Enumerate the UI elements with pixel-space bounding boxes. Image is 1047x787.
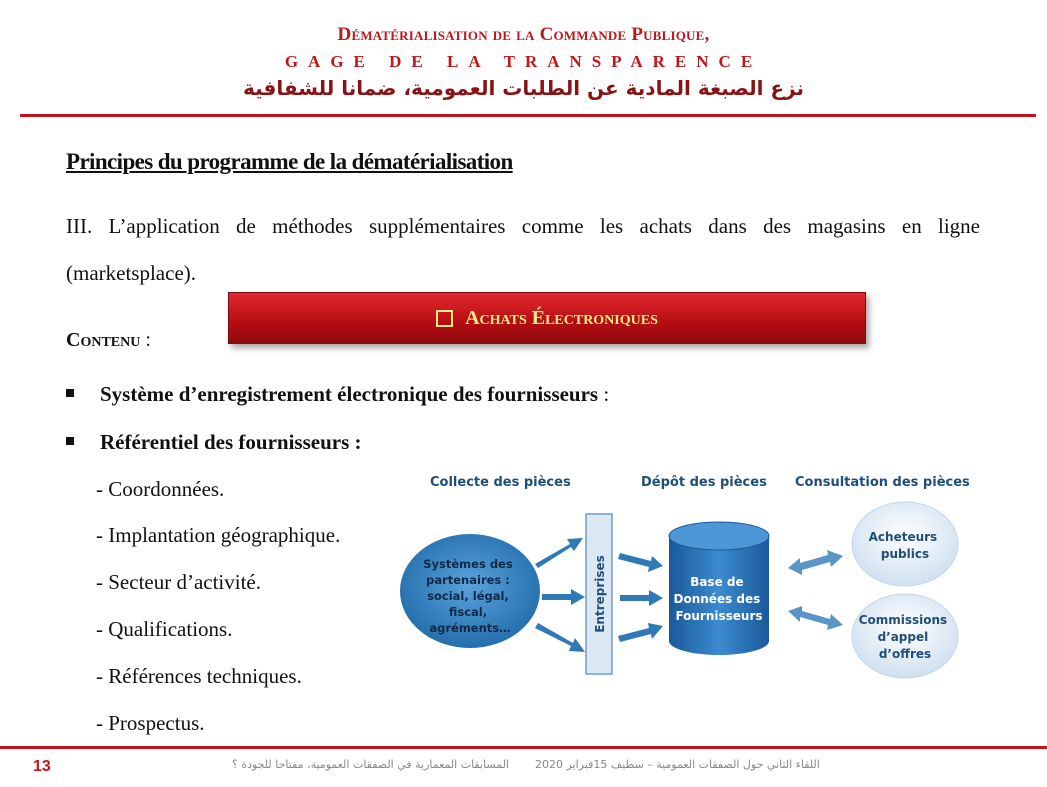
entreprises-label: Entreprises <box>593 555 607 633</box>
systemes-label: Systèmes des partenaires : social, légal, fiscal, agréments… <box>423 557 513 635</box>
arrow-group-depot <box>618 553 663 642</box>
commissions-label: Commissions d’appel d’offres <box>858 613 948 661</box>
double-arrow-icon <box>788 550 843 575</box>
label-depot: Dépôt des pièces <box>641 475 767 490</box>
achats-banner <box>228 292 866 344</box>
contenu-text: Contenu <box>66 329 141 351</box>
footer-divider <box>0 746 1047 749</box>
bullet-label: Référentiel des fournisseurs : <box>100 430 362 454</box>
arrow-group-consultation <box>788 550 843 630</box>
acheteurs-label: Acheteurs publics <box>868 530 938 561</box>
intro-paragraph: III. L’application de méthodes supplémentaires comme les achats dans des magasins en ligne (marketsplace). <box>66 214 980 285</box>
double-arrow-icon <box>788 606 843 630</box>
contenu-colon: : <box>140 329 151 351</box>
header-subtitle: GAGE DE LA TRANSPARENCE <box>284 52 763 71</box>
bullet-label: Système d’enregistrement électronique des fournisseurs <box>100 382 599 406</box>
checkbox-icon <box>436 310 453 327</box>
label-collecte: Collecte des pièces <box>430 475 571 490</box>
header-arabic-title: نزع الصبغة المادية عن الطلبات العمومية، ضمانا للشفافية <box>242 76 805 100</box>
label-consultation: Consultation des pièces <box>795 475 970 490</box>
arrow-icon <box>618 553 663 572</box>
arrow-icon <box>618 623 663 642</box>
arrow-icon <box>620 590 663 606</box>
bullet-item-referentiel <box>66 430 362 455</box>
footer-text-right: اللقاء الثاني حول الصفقات العمومية – سطيف 15فبراير 2020 <box>535 758 820 771</box>
header-divider <box>20 114 1036 117</box>
list-item: - Qualifications. <box>96 617 233 641</box>
square-bullet-icon <box>66 389 74 397</box>
list-item: - Coordonnées. <box>96 477 225 501</box>
database-label: Base de Données des Fournisseurs <box>673 575 763 623</box>
list-item: - Implantation géographique. <box>96 523 341 547</box>
page-number: 13 <box>33 758 51 775</box>
footer-text-left: المسابقات المعمارية في الصفقات العمومية، مفتاحا للجودة ؟ <box>232 758 509 771</box>
bullet-item-enregistrement <box>66 382 609 407</box>
list-item: - Prospectus. <box>96 711 205 735</box>
list-item: - Références techniques. <box>96 664 302 688</box>
acheteurs-bubble <box>852 502 958 586</box>
list-item: - Secteur d’activité. <box>96 570 262 594</box>
arrow-icon <box>535 538 583 568</box>
arrow-icon <box>535 623 585 652</box>
banner-label: Achats Électroniques <box>465 306 658 329</box>
process-diagram <box>395 466 995 686</box>
bullet-colon: : <box>598 382 610 406</box>
section-heading: Principes du programme de la dématérialisation <box>66 149 513 174</box>
header-title: Dématérialisation de la Commande Publique, <box>337 24 710 45</box>
square-bullet-icon <box>66 437 74 445</box>
arrow-icon <box>542 589 585 605</box>
contenu-label <box>66 329 151 352</box>
arrow-group-collecte <box>535 538 585 652</box>
database-cylinder-top <box>669 522 769 550</box>
